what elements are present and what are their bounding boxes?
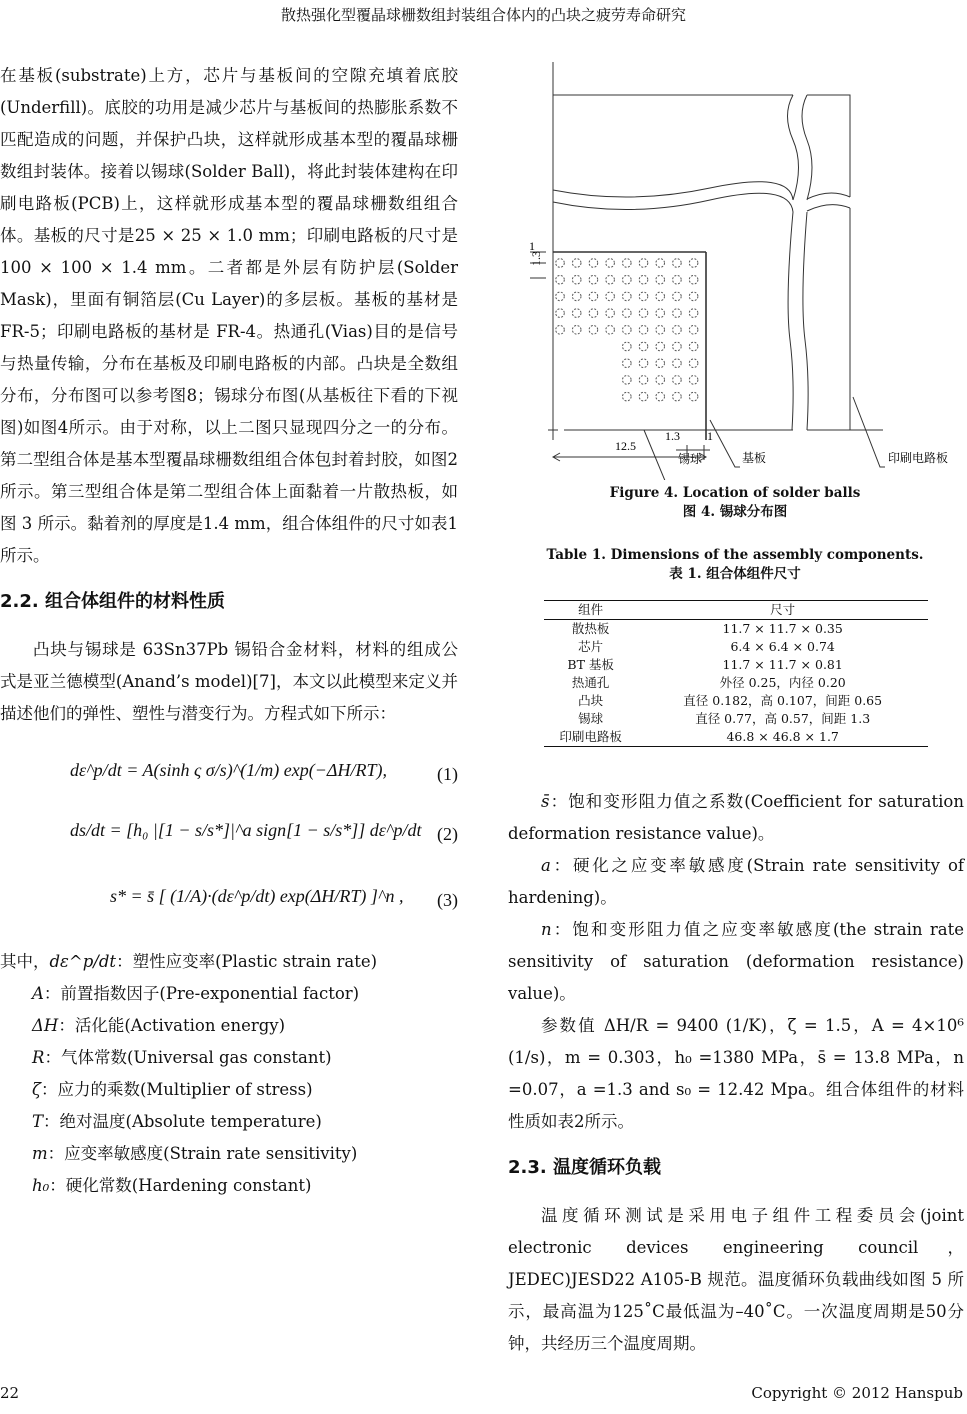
definition: a：硬化之应变率敏感度(Strain rate sensitivity of hardening)。: [508, 856, 964, 907]
solder-ball: [556, 259, 565, 268]
solder-ball: [606, 309, 615, 318]
solder-ball: [572, 309, 581, 318]
figure-caption: Figure 4. Location of solder balls 图 4. 锡球分布图: [609, 485, 861, 520]
solder-ball: [656, 359, 665, 368]
definition: ζ：应力的乘数(Multiplier of stress): [32, 1080, 313, 1099]
solder-ball: [689, 309, 698, 318]
solder-ball: [673, 342, 682, 351]
solder-ball: [639, 326, 648, 335]
definition: R：气体常数(Universal gas constant): [32, 1048, 332, 1067]
equation-2: ds/dt = [h₀ |[1 − s/s*]|^a sign[1 − s/s*]] dε^p/dt (2): [70, 820, 458, 844]
copyright: Copyright © 2012 Hanspub: [751, 1384, 963, 1402]
solder-ball: [689, 342, 698, 351]
right-column: [508, 786, 964, 1360]
paragraph: 温度循环测试是采用电子组件工程委员会(joint electronic devices engineering council，JEDEC)JESD22 A105-B 规范。温度循环负载曲线如图 5 所示，最高温为125˚C最低温为–40˚C。一次温度周期是50分钟，共经历三个温度周期。: [508, 1206, 964, 1353]
running-header: 散热强化型覆晶球栅数组封装组合体内的凸块之疲劳寿命研究: [280, 6, 686, 24]
solder-ball: [656, 326, 665, 335]
solder-ball: [589, 326, 598, 335]
solder-ball: [606, 259, 615, 268]
equation-3: s* = s̄ [ (1/A)·(dε^p/dt) exp(ΔH/RT) ]^n , (3): [110, 886, 458, 910]
svg-text:1: 1: [529, 239, 535, 253]
definition: 其中，dε^p/dt：塑性应变率(Plastic strain rate): [0, 952, 378, 971]
section-heading: 2.3. 温度循环负载: [508, 1157, 661, 1178]
solder-ball: [589, 292, 598, 301]
solder-ball: [689, 259, 698, 268]
parameters-paragraph: 参数值 ΔH/R = 9400 (1/K)，ζ = 1.5，A = 4×10⁶ (1/s)，m = 0.303，h₀ =1380 MPa，s̄ = 13.8 MPa，n =0.07，a =1.3 and s₀ = 12.42 Mpa。组合体组件的材料性质如表2所示。: [508, 1016, 964, 1131]
solder-ball: [606, 326, 615, 335]
label-solder-ball: 锡球: [678, 452, 703, 466]
solder-ball: [673, 392, 682, 401]
svg-text:1.3: 1.3: [665, 429, 680, 443]
section-heading: 2.2. 组合体组件的材料性质: [0, 591, 225, 612]
solder-ball: [606, 275, 615, 284]
solder-ball: [589, 309, 598, 318]
solder-ball: [639, 342, 648, 351]
equation-1: dε^p/dt = A(sinh ς σ/s)^(1/m) exp(−ΔH/RT), (1): [70, 760, 458, 784]
solder-ball: [623, 292, 632, 301]
table-row: 热通孔 外径 0.25，内径 0.20: [571, 675, 846, 690]
page-number: 22: [0, 1384, 20, 1402]
solder-ball: [556, 275, 565, 284]
solder-ball: [556, 326, 565, 335]
solder-ball-figure: [510, 40, 960, 480]
solder-ball: [673, 309, 682, 318]
definition: h₀：硬化常数(Hardening constant): [32, 1176, 312, 1195]
solder-ball: [689, 326, 698, 335]
solder-ball: [673, 376, 682, 385]
solder-ball: [639, 259, 648, 268]
solder-ball: [689, 292, 698, 301]
solder-ball: [556, 292, 565, 301]
svg-text:1: 1: [707, 429, 713, 443]
table-row: BT 基板 11.7 × 11.7 × 0.81: [567, 657, 843, 672]
solder-ball: [623, 359, 632, 368]
solder-ball: [689, 275, 698, 284]
solder-ball: [572, 259, 581, 268]
table-row: 散热板 11.7 × 11.7 × 0.35: [571, 621, 843, 636]
solder-ball: [673, 259, 682, 268]
solder-ball: [639, 275, 648, 284]
solder-ball: [656, 292, 665, 301]
table-caption: Table 1. Dimensions of the assembly components. 表 1. 组合体组件尺寸: [546, 547, 924, 582]
solder-ball: [656, 376, 665, 385]
definition: A：前置指数因子(Pre-exponential factor): [32, 984, 360, 1003]
table-row: 芯片 6.4 × 6.4 × 0.74: [578, 639, 835, 654]
svg-text:1.3: 1.3: [529, 251, 543, 266]
definition: T：绝对温度(Absolute temperature): [32, 1112, 322, 1131]
solder-ball: [606, 292, 615, 301]
paragraph: 在基板(substrate)上方，芯片与基板间的空隙充填着底胶(Underfill)。底胶的功用是减少芯片与基板间的热膨胀系数不匹配造成的问题，并保护凸块，这样就形成基本型的覆晶球栅数组封装体。接着以锡球(Solder Ball)，将此封装体建构在印刷电路板(PCB)上，这样就形成基本型的覆晶球栅数组组合体。基板的尺寸是25 × 25 × 1.0 mm；印刷电路板的尺寸是100 × 100 × 1.4 mm。二者都是外层有防护层(Solder Mask)，里面有铜箔层(Cu Layer)的多层板。基板的基材是FR-5；印刷电路板的基材是 FR-4。热通孔(Vias)目的是信号与热量传输，分布在基板及印刷电路板的内部。凸块是全数组分布，分布图可以参考图8；锡球分布图(从基板往下看的下视图)如图4所示。由于对称，以上二图只显现四分之一的分布。第二型组合体是基本型覆晶球栅数组组合体包封着封胶，如图2所示。第三型组合体是第二型组合体上面黏着一片散热板，如图 3 所示。黏着剂的厚度是1.4 mm，组合体组件的尺寸如表1所示。: [0, 66, 458, 565]
solder-ball: [589, 259, 598, 268]
table-row: 印刷电路板 46.8 × 46.8 × 1.7: [544, 728, 928, 747]
label-substrate: 基板: [742, 451, 767, 465]
solder-ball: [556, 309, 565, 318]
solder-ball: [639, 309, 648, 318]
dimensions-table: 组件 尺寸 散热板 11.7 × 11.7 × 0.35 芯片 6.4 × 6.4 × 0.74 BT 基板 11.7 × 11.7 × 0.81 热通孔 外径 0.25，内径 0.20 凸块 直径 0.182，高 0.107，间距 0.65 锡球 直径 0.77，高 0.57，间距 1.3 印刷电路板 46.8 × 46.8 × 1.7: [544, 600, 928, 747]
svg-text:12.5: 12.5: [615, 439, 636, 453]
solder-ball: [623, 259, 632, 268]
solder-ball: [572, 292, 581, 301]
solder-ball: [689, 392, 698, 401]
solder-ball: [623, 326, 632, 335]
solder-ball: [673, 326, 682, 335]
definition: m：应变率敏感度(Strain rate sensitivity): [32, 1144, 358, 1163]
solder-ball: [589, 275, 598, 284]
definition: n：饱和变形阻力值之应变率敏感度(the strain rate sensitivity of saturation (deformation resistance) value)。: [508, 920, 964, 1003]
solder-ball: [572, 326, 581, 335]
solder-ball: [639, 392, 648, 401]
definition: ΔH：活化能(Activation energy): [32, 1016, 286, 1035]
solder-ball: [656, 259, 665, 268]
left-column: [0, 60, 458, 1202]
solder-ball: [623, 342, 632, 351]
solder-ball: [673, 359, 682, 368]
label-pcb: 印刷电路板: [888, 451, 949, 465]
solder-ball: [673, 292, 682, 301]
solder-ball: [572, 275, 581, 284]
solder-ball: [623, 376, 632, 385]
paragraph: 凸块与锡球是 63Sn37Pb 锡铅合金材料，材料的组成公式是亚兰德模型(Anand’s model)[7]，本文以此模型来定义并描述他们的弹性、塑性与潜变行为。方程式如下所示：: [0, 640, 458, 723]
solder-ball: [623, 275, 632, 284]
solder-ball: [639, 376, 648, 385]
solder-ball: [623, 392, 632, 401]
table-row: 锡球 直径 0.77，高 0.57，间距 1.3: [578, 711, 871, 726]
definition: s̄：饱和变形阻力值之系数(Coefficient for saturation deformation resistance value)。: [508, 792, 964, 843]
solder-ball: [639, 359, 648, 368]
solder-ball: [623, 309, 632, 318]
solder-ball: [656, 392, 665, 401]
solder-ball: [656, 275, 665, 284]
table-row: 凸块 直径 0.182，高 0.107，间距 0.65: [578, 693, 883, 708]
solder-ball: [689, 376, 698, 385]
solder-ball: [673, 275, 682, 284]
solder-ball: [656, 309, 665, 318]
solder-ball: [639, 292, 648, 301]
solder-ball: [656, 342, 665, 351]
solder-ball: [689, 359, 698, 368]
